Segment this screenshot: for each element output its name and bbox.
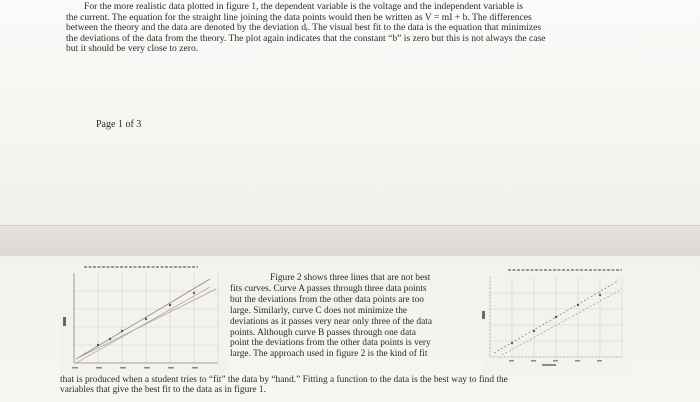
page-number-label: Page 1 of 3	[96, 119, 142, 130]
paragraph-line: but it should be very close to zero.	[66, 43, 199, 55]
description-line: large. The approach used in figure 2 is the kind of fit	[230, 349, 428, 360]
description-line: points. Although curve B passes through one data	[230, 327, 416, 338]
closing-paragraph	[60, 375, 680, 396]
description-line: fits curves. Curve A passes through three data points	[230, 283, 427, 294]
paragraph-line: the deviations of the data from the theory. The plot again indicates that the constant “b” is zero but this is not always the case	[66, 32, 546, 44]
description-line: large. Similarly, curve C does not minimize the	[230, 305, 408, 316]
paragraph-line: the current. The equation for the straight line joining the data points would then be written as V = mI + b. The differences	[66, 11, 532, 23]
paragraph-line: variables that give the best fit to the data as in figure 1.	[60, 385, 266, 396]
page-gap	[0, 226, 700, 256]
description-line: but the deviations from the other data points are too	[230, 294, 424, 305]
figure-left-graph	[60, 265, 230, 375]
paragraph-line: between the theory and the data are denoted by the deviation dᵢ. The visual best fit to the data is the equation that minimizes	[66, 22, 542, 34]
body-paragraph	[66, 2, 672, 55]
description-line: deviations as it passes very near only three of the data	[230, 316, 433, 327]
description-line: Figure 2 shows three lines that are not best	[270, 273, 431, 283]
paragraph-line: For the more realistic data plotted in figure 1, the dependent variable is the voltage and the independent variable is	[84, 1, 524, 12]
paragraph-line: that is produced when a student tries to “fit” the data by “hand.” Fitting a function to the data is the best way to find the	[60, 375, 508, 385]
figure-2-description	[230, 273, 477, 360]
figure-right-graph	[482, 265, 632, 375]
description-line: point the deviations from the other data points is very	[230, 338, 431, 349]
